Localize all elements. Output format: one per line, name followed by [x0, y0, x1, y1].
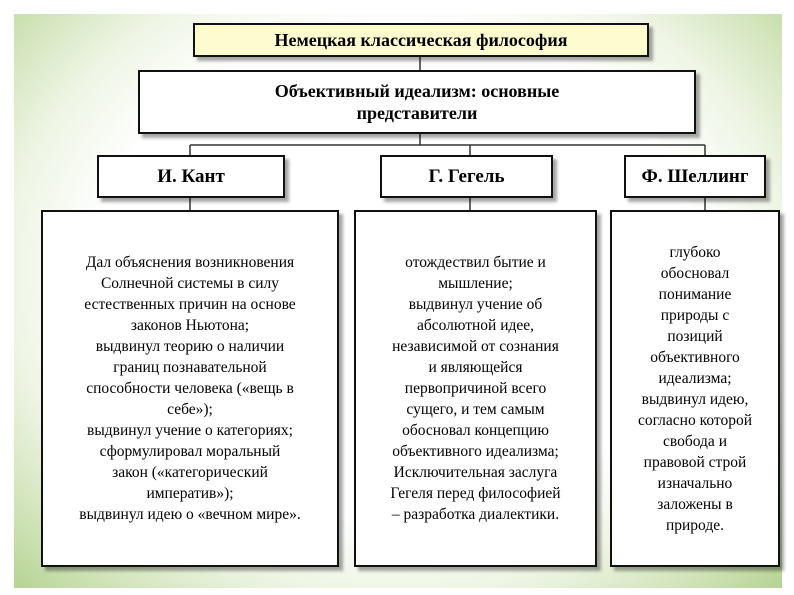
schelling-name-box: [624, 155, 766, 198]
schelling-description: глубоко обосновал понимание природы с позиций объективного идеализма; выдвинул идею, согласно которой свобода и правовой строй изначально заложены в природе.: [637, 243, 753, 534]
kant-name-box: [97, 155, 285, 198]
kant-description-box: [41, 210, 339, 567]
diagram-title-text: Немецкая классическая философия: [274, 29, 568, 50]
schelling-description-box: [610, 210, 780, 567]
subtitle-box: [138, 70, 696, 134]
kant-name: И. Кант: [157, 165, 225, 187]
diagram-title: [193, 23, 649, 57]
hegel-name-box: [380, 155, 553, 198]
subtitle-text: Объективный идеализм: основные представители: [274, 81, 560, 123]
schelling-name: Ф. Шеллинг: [641, 165, 749, 187]
hegel-description: отождествил бытие и мышление; выдвинул учение об абсолютной идее, независимой от сознания и являющейся первопричиной всего сущего, и тем самым обосновал концепцию объективного идеализма; Исключительная заслуга Гегеля перед философией – разработка диалектики.: [390, 254, 561, 523]
hegel-description-box: [354, 210, 597, 567]
kant-description: Дал объяснения возникновения Солнечной системы в силу естественных причин на основе законов Ньютона; выдвинул теорию о наличии границ познавательной способности человека («вещь в себе»); выдвинул учение о категориях; сформулировал моральный закон («категорический императив»); выдвинул идею о «вечном мире».: [79, 254, 301, 523]
hegel-name: Г. Гегель: [428, 165, 505, 187]
